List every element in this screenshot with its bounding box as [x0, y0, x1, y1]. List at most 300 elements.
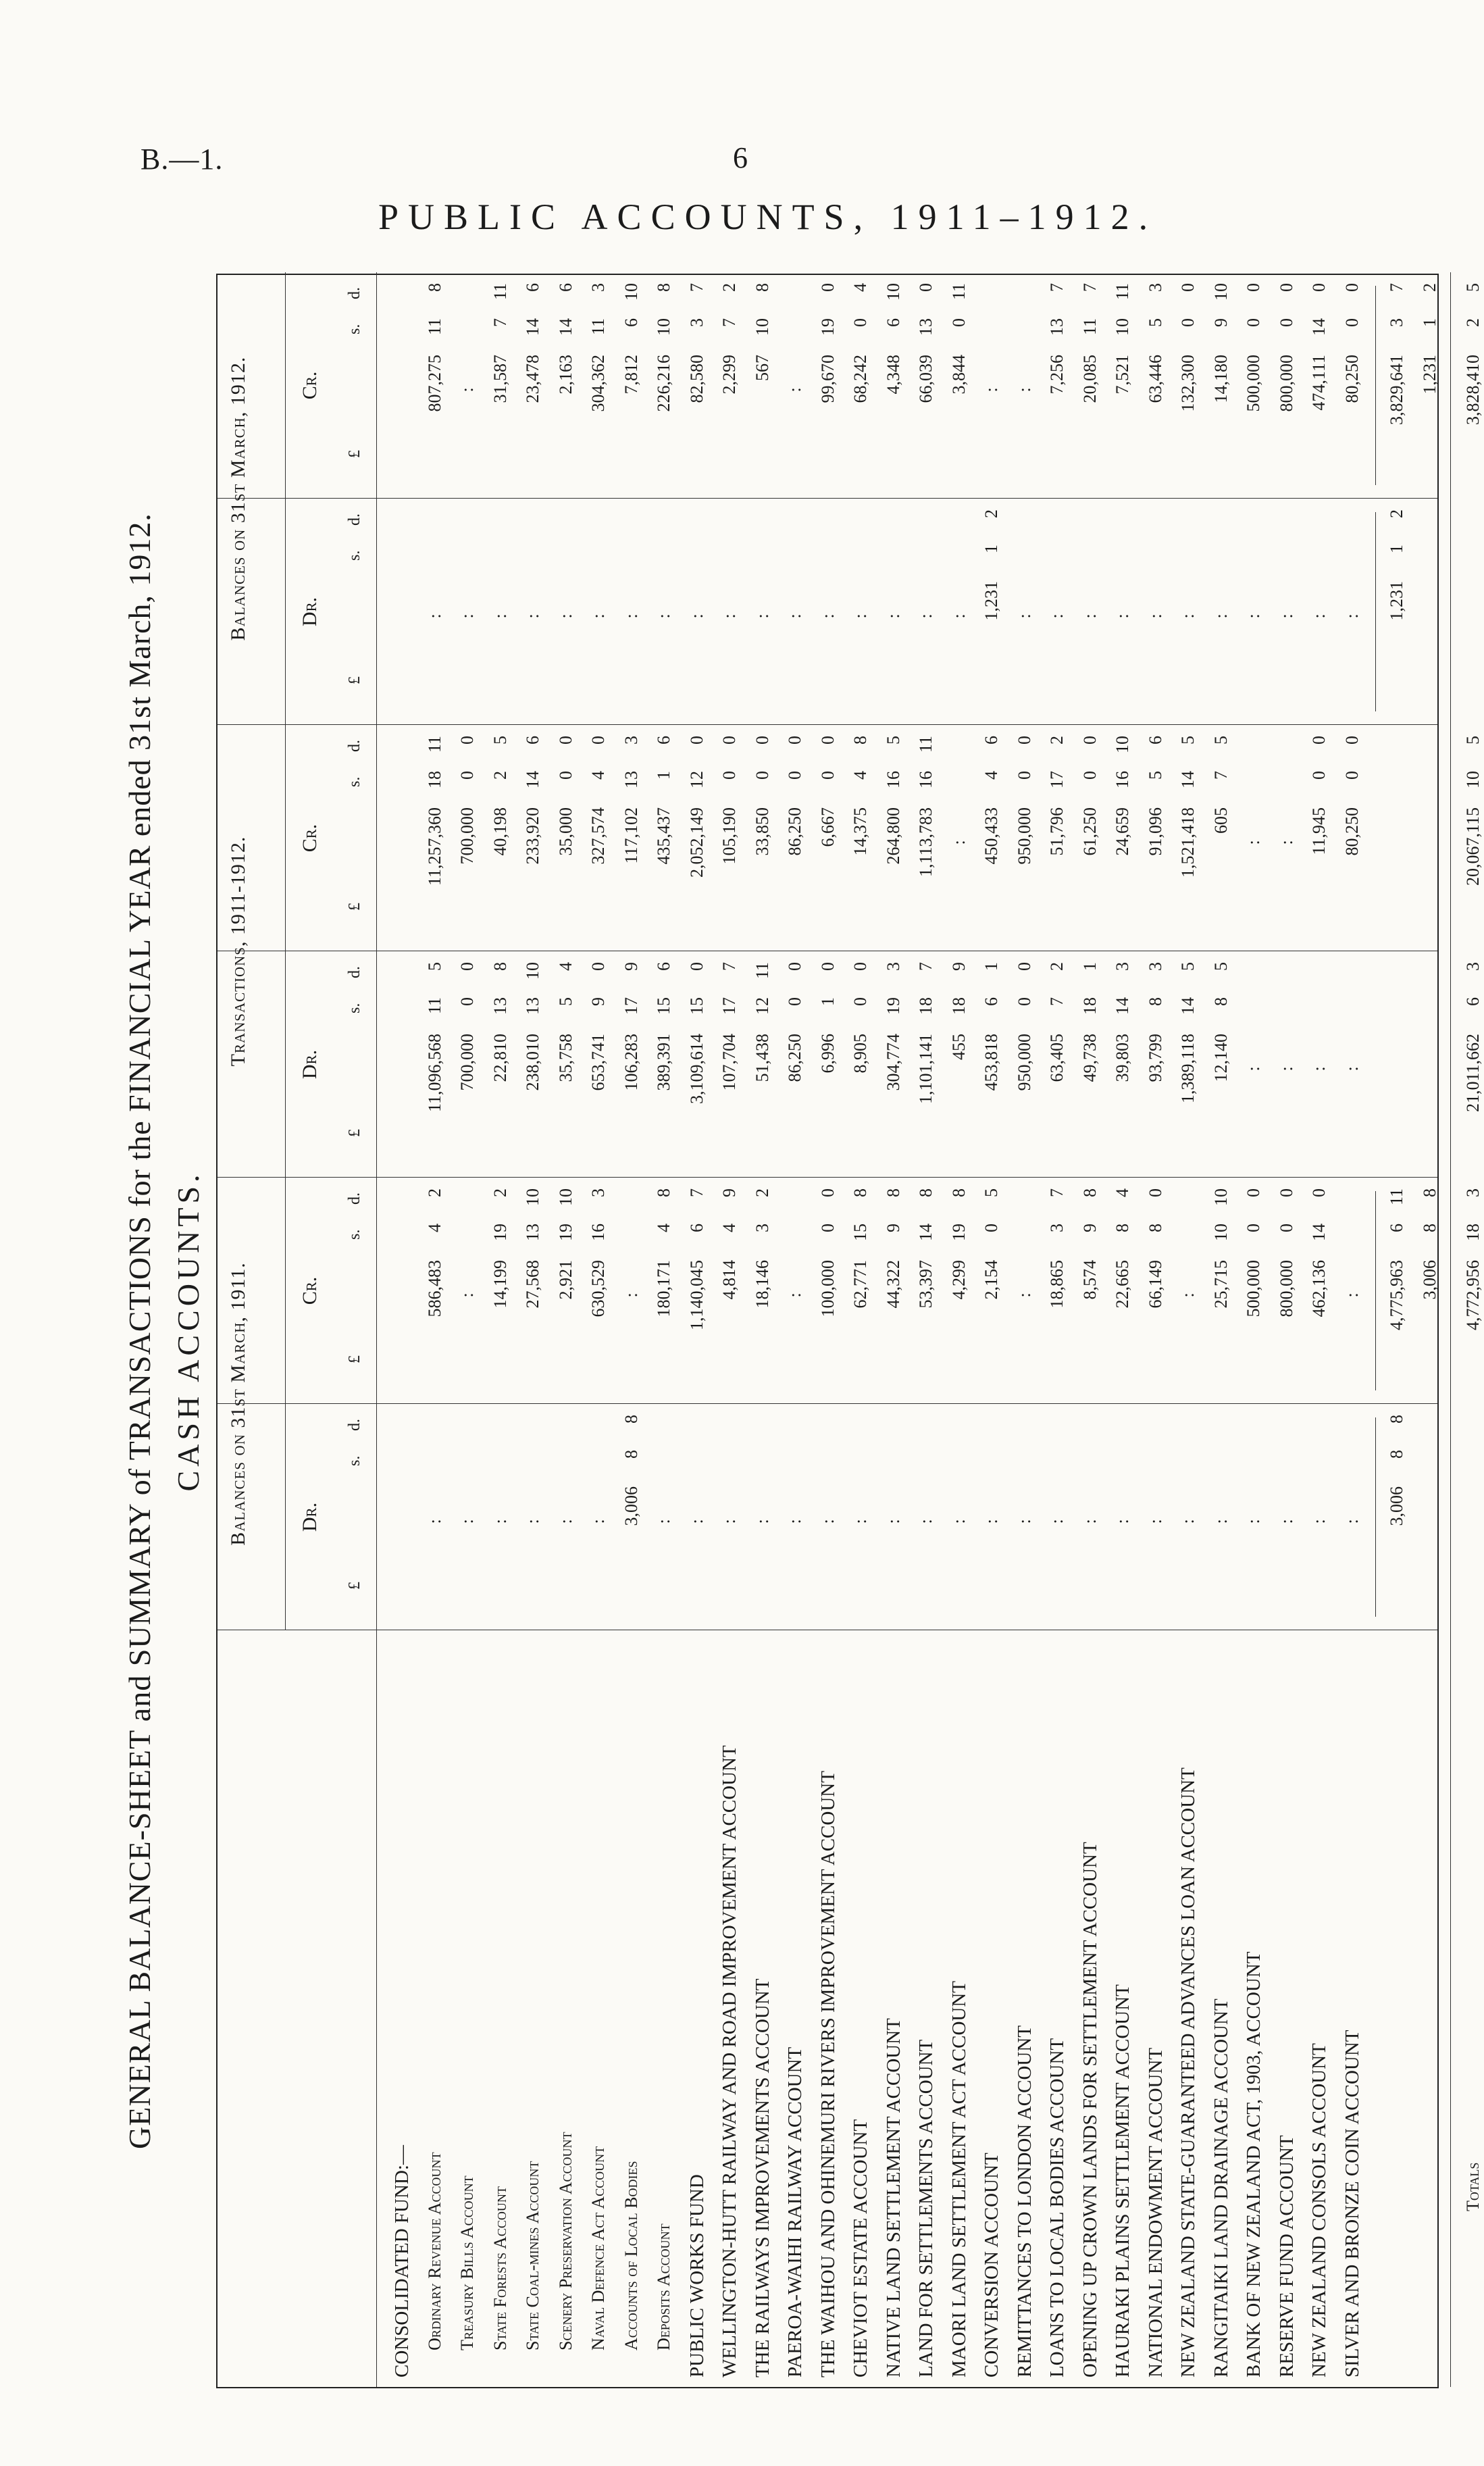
column-heading: Dr.	[299, 597, 321, 627]
amount-shillings: 13	[523, 1224, 542, 1241]
placeholder-dots: :	[719, 1519, 739, 1524]
amount-shillings: 11	[424, 997, 444, 1015]
currency-pound: £	[346, 1355, 363, 1363]
amount-shillings: 9	[883, 1224, 903, 1232]
amount-shillings: 0	[817, 1224, 838, 1232]
amount-shillings: 17	[621, 997, 641, 1015]
amount-shillings: 19	[490, 1224, 510, 1241]
amount-shillings: 0	[981, 1224, 1001, 1232]
amount-shillings: 0	[1014, 771, 1034, 780]
amount-shillings: 18	[424, 771, 444, 788]
amount-pounds: 40,198	[490, 807, 510, 856]
amount-pounds: 2,163	[555, 355, 575, 395]
amount-pounds: 700,000	[457, 807, 477, 865]
amount-shillings: 14	[916, 1224, 936, 1241]
total-pence: 3	[1463, 1188, 1483, 1197]
amount-pounds: 80,250	[1341, 355, 1362, 403]
placeholder-dots: :	[490, 1519, 510, 1524]
amount-shillings: 0	[457, 997, 477, 1006]
placeholder-dots: :	[523, 1519, 542, 1524]
amount-shillings: 14	[523, 318, 542, 336]
placeholder-dots: :	[1341, 1519, 1362, 1524]
amount-pence: 0	[817, 736, 838, 745]
amount-pounds: 1,140,045	[686, 1260, 707, 1330]
total-pounds: 21,011,662	[1463, 1034, 1483, 1113]
placeholder-dots: :	[654, 613, 673, 619]
amount-pence: 0	[588, 962, 608, 971]
placeholder-dots: :	[1210, 613, 1231, 619]
amount-pence: 0	[850, 962, 870, 971]
currency-pence: d.	[346, 740, 363, 752]
amount-pence: 8	[850, 1188, 870, 1197]
table-title: GENERAL BALANCE-SHEET and SUMMARY of TRANSACTIONS for the FINANCIAL YEAR ended 31st March, 1912.	[122, 513, 157, 2149]
placeholder-dots: :	[752, 613, 772, 619]
offset-pounds: 3,006	[1419, 1260, 1439, 1300]
group-heading: Balances on 31st March, 1912.	[227, 356, 249, 641]
currency-pound: £	[346, 1582, 363, 1590]
placeholder-dots: :	[457, 613, 477, 619]
row-label: Accounts of Local Bodies	[621, 2161, 641, 2350]
amount-shillings: 7	[719, 318, 739, 327]
amount-pence: 5	[1210, 962, 1231, 971]
amount-shillings: 15	[686, 997, 707, 1015]
subtotal-shillings: 6	[1387, 1224, 1406, 1232]
amount-pence: 0	[1276, 283, 1296, 292]
amount-pence: 0	[817, 283, 838, 292]
placeholder-dots: :	[424, 1519, 444, 1524]
amount-shillings: 14	[1309, 318, 1329, 336]
amount-pounds: 800,000	[1276, 1260, 1296, 1317]
amount-shillings: 0	[1309, 771, 1329, 780]
column-heading: Dr.	[299, 1049, 321, 1080]
amount-shillings: 10	[1112, 318, 1132, 336]
placeholder-dots: :	[948, 840, 969, 845]
row-label: PUBLIC WORKS FUND	[686, 2174, 708, 2377]
placeholder-dots: :	[785, 1292, 804, 1298]
group-heading: Transactions, 1911-1912.	[227, 836, 249, 1067]
row-label: REMITTANCES TO LONDON ACCOUNT	[1013, 2025, 1035, 2377]
placeholder-dots: :	[1178, 1292, 1198, 1298]
placeholder-dots: :	[457, 1292, 477, 1298]
amount-pence: 0	[1341, 736, 1362, 745]
amount-pence: 4	[1112, 1188, 1132, 1197]
currency-pence: d.	[346, 966, 363, 978]
amount-shillings: 0	[1341, 318, 1362, 327]
amount-shillings: 14	[1112, 997, 1132, 1015]
placeholder-dots: :	[457, 387, 477, 393]
amount-pence: 8	[621, 1415, 641, 1424]
amount-shillings: 7	[1047, 997, 1067, 1006]
amount-pounds: 14,199	[490, 1260, 510, 1309]
currency-pound: £	[346, 676, 363, 684]
amount-pence: 2	[1047, 736, 1067, 745]
subtotal-pounds: 1,231	[1387, 581, 1406, 621]
amount-pence: 9	[719, 1188, 739, 1197]
currency-pence: d.	[346, 1419, 363, 1431]
amount-pounds: 63,446	[1145, 355, 1165, 403]
placeholder-dots: :	[457, 1519, 477, 1524]
placeholder-dots: :	[1244, 613, 1263, 619]
row-label: LOANS TO LOCAL BODIES ACCOUNT	[1046, 2038, 1068, 2377]
currency-pound: £	[346, 1129, 363, 1137]
amount-pence: 7	[1047, 1188, 1067, 1197]
amount-shillings: 5	[555, 997, 575, 1006]
amount-shillings: 10	[752, 318, 772, 336]
header-bottom-rule	[376, 272, 377, 2387]
amount-pounds: 39,803	[1112, 1034, 1132, 1082]
currency-pound: £	[346, 903, 363, 911]
amount-pounds: 226,216	[654, 355, 673, 412]
amount-shillings: 0	[719, 771, 739, 780]
amount-pounds: 132,300	[1178, 355, 1198, 412]
amount-shillings: 11	[1079, 318, 1100, 336]
amount-shillings: 6	[981, 997, 1001, 1006]
amount-pounds: 3,109,614	[686, 1034, 707, 1104]
table-subtitle: CASH ACCOUNTS.	[171, 1170, 205, 1492]
amount-shillings: 10	[654, 318, 673, 336]
amount-shillings: 18	[948, 997, 969, 1015]
amount-pounds: 389,391	[654, 1034, 673, 1091]
amount-pence: 7	[1079, 283, 1100, 292]
placeholder-dots: :	[686, 613, 707, 619]
column-heading: Cr.	[299, 824, 321, 853]
amount-pence: 6	[981, 736, 1001, 745]
amount-pounds: 86,250	[785, 807, 804, 856]
amount-pounds: 66,149	[1145, 1260, 1165, 1309]
amount-pounds: 22,810	[490, 1034, 510, 1082]
amount-shillings: 10	[1210, 1224, 1231, 1241]
amount-pounds: 500,000	[1244, 1260, 1263, 1317]
amount-pounds: 82,580	[686, 355, 707, 403]
placeholder-dots: :	[883, 1519, 903, 1524]
amount-pounds: 8,905	[850, 1034, 870, 1074]
amount-pounds: 238,010	[523, 1034, 542, 1091]
amount-pounds: 455	[948, 1034, 969, 1060]
placeholder-dots: :	[1079, 613, 1100, 619]
amount-shillings: 3	[752, 1224, 772, 1232]
subtotal-rule	[1375, 286, 1376, 485]
amount-pounds: 11,945	[1309, 807, 1329, 855]
amount-pence: 9	[621, 962, 641, 971]
row-label: State Forests Account	[490, 2186, 510, 2350]
amount-shillings: 0	[948, 318, 969, 327]
placeholder-dots: :	[981, 1519, 1001, 1524]
amount-pounds: 450,433	[981, 807, 1001, 865]
placeholder-dots: :	[1341, 1292, 1362, 1298]
amount-pounds: 62,771	[850, 1260, 870, 1309]
placeholder-dots: :	[981, 387, 1001, 393]
amount-pounds: 11,096,568	[424, 1034, 444, 1113]
amount-shillings: 15	[850, 1224, 870, 1241]
balance-sheet-table	[216, 274, 1483, 2388]
amount-pounds: 180,171	[654, 1260, 673, 1317]
amount-pounds: 435,437	[654, 807, 673, 865]
column-heading: Cr.	[299, 1276, 321, 1305]
amount-pounds: 586,483	[424, 1260, 444, 1317]
amount-pounds: 1,231	[981, 581, 1001, 621]
amount-shillings: 7	[490, 318, 510, 327]
amount-pence: 0	[1244, 283, 1263, 292]
amount-pence: 8	[424, 283, 444, 292]
amount-pence: 0	[785, 962, 804, 971]
group-heading: Balances on 31st March, 1911.	[227, 1262, 249, 1546]
subtotal-pounds: 3,829,641	[1387, 355, 1406, 425]
placeholder-dots: :	[654, 1519, 673, 1524]
amount-pounds: 800,000	[1276, 355, 1296, 412]
placeholder-dots: :	[588, 1519, 608, 1524]
subtotal-pence: 11	[1387, 1188, 1406, 1206]
amount-pounds: 18,865	[1047, 1260, 1067, 1309]
amount-shillings: 6	[883, 318, 903, 327]
amount-pounds: 93,799	[1145, 1034, 1165, 1082]
amount-pence: 7	[916, 962, 936, 971]
amount-shillings: 13	[1047, 318, 1067, 336]
amount-pence: 6	[523, 736, 542, 745]
amount-shillings: 0	[817, 771, 838, 780]
placeholder-dots: :	[1014, 613, 1034, 619]
placeholder-dots: :	[785, 1519, 804, 1524]
amount-pence: 10	[555, 1188, 575, 1206]
placeholder-dots: :	[752, 1519, 772, 1524]
amount-pence: 5	[883, 736, 903, 745]
amount-shillings: 14	[1309, 1224, 1329, 1241]
amount-pounds: 117,102	[621, 807, 641, 864]
amount-pounds: 105,190	[719, 807, 739, 865]
placeholder-dots: :	[850, 1519, 870, 1524]
amount-pounds: 53,397	[916, 1260, 936, 1309]
amount-pence: 5	[1178, 736, 1198, 745]
amount-pounds: 51,796	[1047, 807, 1067, 856]
amount-shillings: 4	[424, 1224, 444, 1232]
amount-pence: 0	[752, 736, 772, 745]
amount-pounds: 91,096	[1145, 807, 1165, 856]
placeholder-dots: :	[850, 613, 870, 619]
row-label: MAORI LAND SETTLEMENT ACT ACCOUNT	[948, 1981, 970, 2377]
offset-pence: 2	[1419, 283, 1439, 292]
amount-pence: 2	[719, 283, 739, 292]
amount-pence: 8	[1079, 1188, 1100, 1197]
group-rule	[285, 272, 286, 725]
amount-shillings: 0	[1244, 318, 1263, 327]
amount-pounds: 474,111	[1309, 355, 1329, 411]
amount-shillings: 4	[981, 771, 1001, 780]
amount-pounds: 453,818	[981, 1034, 1001, 1091]
amount-pence: 6	[654, 736, 673, 745]
amount-pounds: 11,257,360	[424, 807, 444, 886]
placeholder-dots: :	[1079, 1519, 1100, 1524]
column-rule	[218, 724, 1437, 725]
amount-pence: 0	[817, 1188, 838, 1197]
total-shillings: 2	[1463, 318, 1483, 327]
amount-shillings: 0	[752, 771, 772, 780]
amount-pence: 2	[752, 1188, 772, 1197]
amount-pounds: 950,000	[1014, 807, 1034, 865]
amount-pounds: 3,006	[621, 1486, 641, 1526]
amount-pence: 10	[621, 283, 641, 301]
amount-shillings: 4	[588, 771, 608, 780]
amount-pence: 8	[850, 736, 870, 745]
placeholder-dots: :	[1276, 1066, 1296, 1072]
placeholder-dots: :	[916, 613, 936, 619]
placeholder-dots: :	[1047, 1519, 1067, 1524]
amount-pence: 3	[1145, 283, 1165, 292]
amount-pence: 0	[686, 736, 707, 745]
amount-pounds: 18,146	[752, 1260, 772, 1309]
row-label: PAEROA-WAIHI RAILWAY ACCOUNT	[784, 2046, 806, 2377]
amount-shillings: 0	[1244, 1224, 1263, 1232]
placeholder-dots: :	[719, 613, 739, 619]
amount-pounds: 233,920	[523, 807, 542, 865]
amount-pence: 7	[1047, 283, 1067, 292]
placeholder-dots: :	[1309, 1519, 1329, 1524]
group-rule	[285, 725, 286, 1178]
subtotal-rule	[1375, 1417, 1376, 1617]
amount-pence: 4	[850, 283, 870, 292]
amount-pounds: 2,921	[555, 1260, 575, 1300]
amount-shillings: 19	[555, 1224, 575, 1241]
amount-shillings: 14	[523, 771, 542, 788]
amount-shillings: 18	[916, 997, 936, 1015]
amount-pounds: 807,275	[424, 355, 444, 412]
currency-pound: £	[346, 450, 363, 458]
placeholder-dots: :	[555, 1519, 575, 1524]
row-label: Naval Defence Act Account	[588, 2146, 608, 2350]
row-label: HAURAKI PLAINS SETTLEMENT ACCOUNT	[1112, 1984, 1133, 2377]
placeholder-dots: :	[1145, 1519, 1165, 1524]
amount-pounds: 20,085	[1079, 355, 1100, 403]
currency-shillings: s.	[346, 1229, 363, 1240]
amount-pence: 8	[948, 1188, 969, 1197]
amount-shillings: 15	[654, 997, 673, 1015]
amount-pence: 3	[1145, 962, 1165, 971]
row-label: CONVERSION ACCOUNT	[981, 2153, 1002, 2377]
amount-pence: 0	[1309, 283, 1329, 292]
amount-pounds: 68,242	[850, 355, 870, 403]
total-pounds: 3,828,410	[1463, 355, 1483, 425]
amount-pounds: 44,322	[883, 1260, 903, 1309]
amount-shillings: 16	[916, 771, 936, 788]
amount-pounds: 500,000	[1244, 355, 1263, 412]
amount-shillings: 8	[1145, 1224, 1165, 1232]
amount-pounds: 7,256	[1047, 355, 1067, 395]
currency-shillings: s.	[346, 324, 363, 334]
amount-pounds: 35,000	[555, 807, 575, 856]
amount-pounds: 63,405	[1047, 1034, 1067, 1082]
amount-shillings: 12	[752, 997, 772, 1015]
amount-pence: 4	[555, 962, 575, 971]
amount-pence: 8	[916, 1188, 936, 1197]
amount-pence: 8	[654, 1188, 673, 1197]
subtotal-pounds: 3,006	[1387, 1486, 1406, 1526]
group-rule	[285, 1178, 286, 1630]
amount-shillings: 8	[1210, 997, 1231, 1006]
placeholder-dots: :	[948, 613, 969, 619]
amount-shillings: 19	[948, 1224, 969, 1241]
amount-pounds: 1,113,783	[916, 807, 936, 878]
amount-pounds: 1,521,418	[1178, 807, 1198, 878]
amount-shillings: 0	[1276, 1224, 1296, 1232]
row-label: OPENING UP CROWN LANDS FOR SETTLEMENT ACCOUNT	[1079, 1842, 1101, 2377]
total-pounds: 20,067,115	[1463, 807, 1483, 886]
amount-pence: 11	[916, 736, 936, 753]
amount-shillings: 5	[1145, 771, 1165, 780]
amount-shillings: 8	[1145, 997, 1165, 1006]
amount-pounds: 462,136	[1309, 1260, 1329, 1317]
amount-pence: 2	[490, 1188, 510, 1197]
amount-shillings: 13	[916, 318, 936, 336]
row-label: THE WAIHOU AND OHINEMURI RIVERS IMPROVEMENT ACCOUNT	[817, 1771, 839, 2377]
amount-pence: 0	[1276, 1188, 1296, 1197]
subtotal-pence: 7	[1387, 283, 1406, 292]
amount-pounds: 100,000	[817, 1260, 838, 1317]
amount-pence: 1	[981, 962, 1001, 971]
amount-pence: 2	[1047, 962, 1067, 971]
row-label: Scenery Preservation Account	[555, 2132, 575, 2350]
row-label: LAND FOR SETTLEMENTS ACCOUNT	[915, 2039, 937, 2377]
amount-shillings: 9	[1079, 1224, 1100, 1232]
amount-shillings: 6	[621, 318, 641, 327]
amount-pence: 11	[752, 962, 772, 980]
amount-pence: 11	[1112, 283, 1132, 301]
amount-pence: 3	[621, 736, 641, 745]
offset-pence: 8	[1419, 1188, 1439, 1197]
amount-pence: 11	[490, 283, 510, 301]
placeholder-dots: :	[1014, 1519, 1034, 1524]
placeholder-dots: :	[424, 613, 444, 619]
amount-shillings: 0	[1178, 318, 1198, 327]
amount-shillings: 1	[654, 771, 673, 780]
row-label: Ordinary Revenue Account	[424, 2152, 444, 2350]
amount-pence: 5	[1178, 962, 1198, 971]
amount-pounds: 2,299	[719, 355, 739, 395]
amount-shillings: 4	[654, 1224, 673, 1232]
column-rule	[218, 498, 1437, 499]
row-label: NEW ZEALAND CONSOLS ACCOUNT	[1308, 2043, 1330, 2377]
row-label: CHEVIOT ESTATE ACCOUNT	[850, 2119, 871, 2377]
amount-pounds: 653,741	[588, 1034, 608, 1091]
placeholder-dots: :	[555, 613, 575, 619]
amount-pence: 5	[1210, 736, 1231, 745]
placeholder-dots: :	[588, 613, 608, 619]
amount-shillings: 4	[850, 771, 870, 780]
amount-pounds: 4,814	[719, 1260, 739, 1300]
amount-pence: 10	[1210, 283, 1231, 301]
placeholder-dots: :	[1276, 613, 1296, 619]
amount-shillings: 2	[490, 771, 510, 780]
amount-pence: 0	[1309, 736, 1329, 745]
amount-shillings: 16	[1112, 771, 1132, 788]
total-shillings: 10	[1463, 771, 1483, 788]
column-rule	[218, 1403, 1437, 1404]
row-label: WELLINGTON-HUTT RAILWAY AND ROAD IMPROVEMENT ACCOUNT	[719, 1745, 740, 2377]
placeholder-dots: :	[621, 613, 641, 619]
column-rule	[218, 1177, 1437, 1178]
amount-pence: 8	[490, 962, 510, 971]
amount-shillings: 11	[424, 318, 444, 336]
amount-pence: 0	[555, 736, 575, 745]
amount-pounds: 700,000	[457, 1034, 477, 1091]
amount-pence: 10	[1112, 736, 1132, 753]
amount-pounds: 51,438	[752, 1034, 772, 1082]
amount-pounds: 4,348	[883, 355, 903, 395]
amount-pounds: 14,180	[1210, 355, 1231, 403]
amount-shillings: 9	[588, 997, 608, 1006]
amount-shillings: 3	[686, 318, 707, 327]
placeholder-dots: :	[785, 387, 804, 393]
row-label: NATIONAL ENDOWMENT ACCOUNT	[1144, 2047, 1167, 2377]
total-shillings: 6	[1463, 997, 1483, 1006]
offset-shillings: 1	[1419, 318, 1439, 327]
